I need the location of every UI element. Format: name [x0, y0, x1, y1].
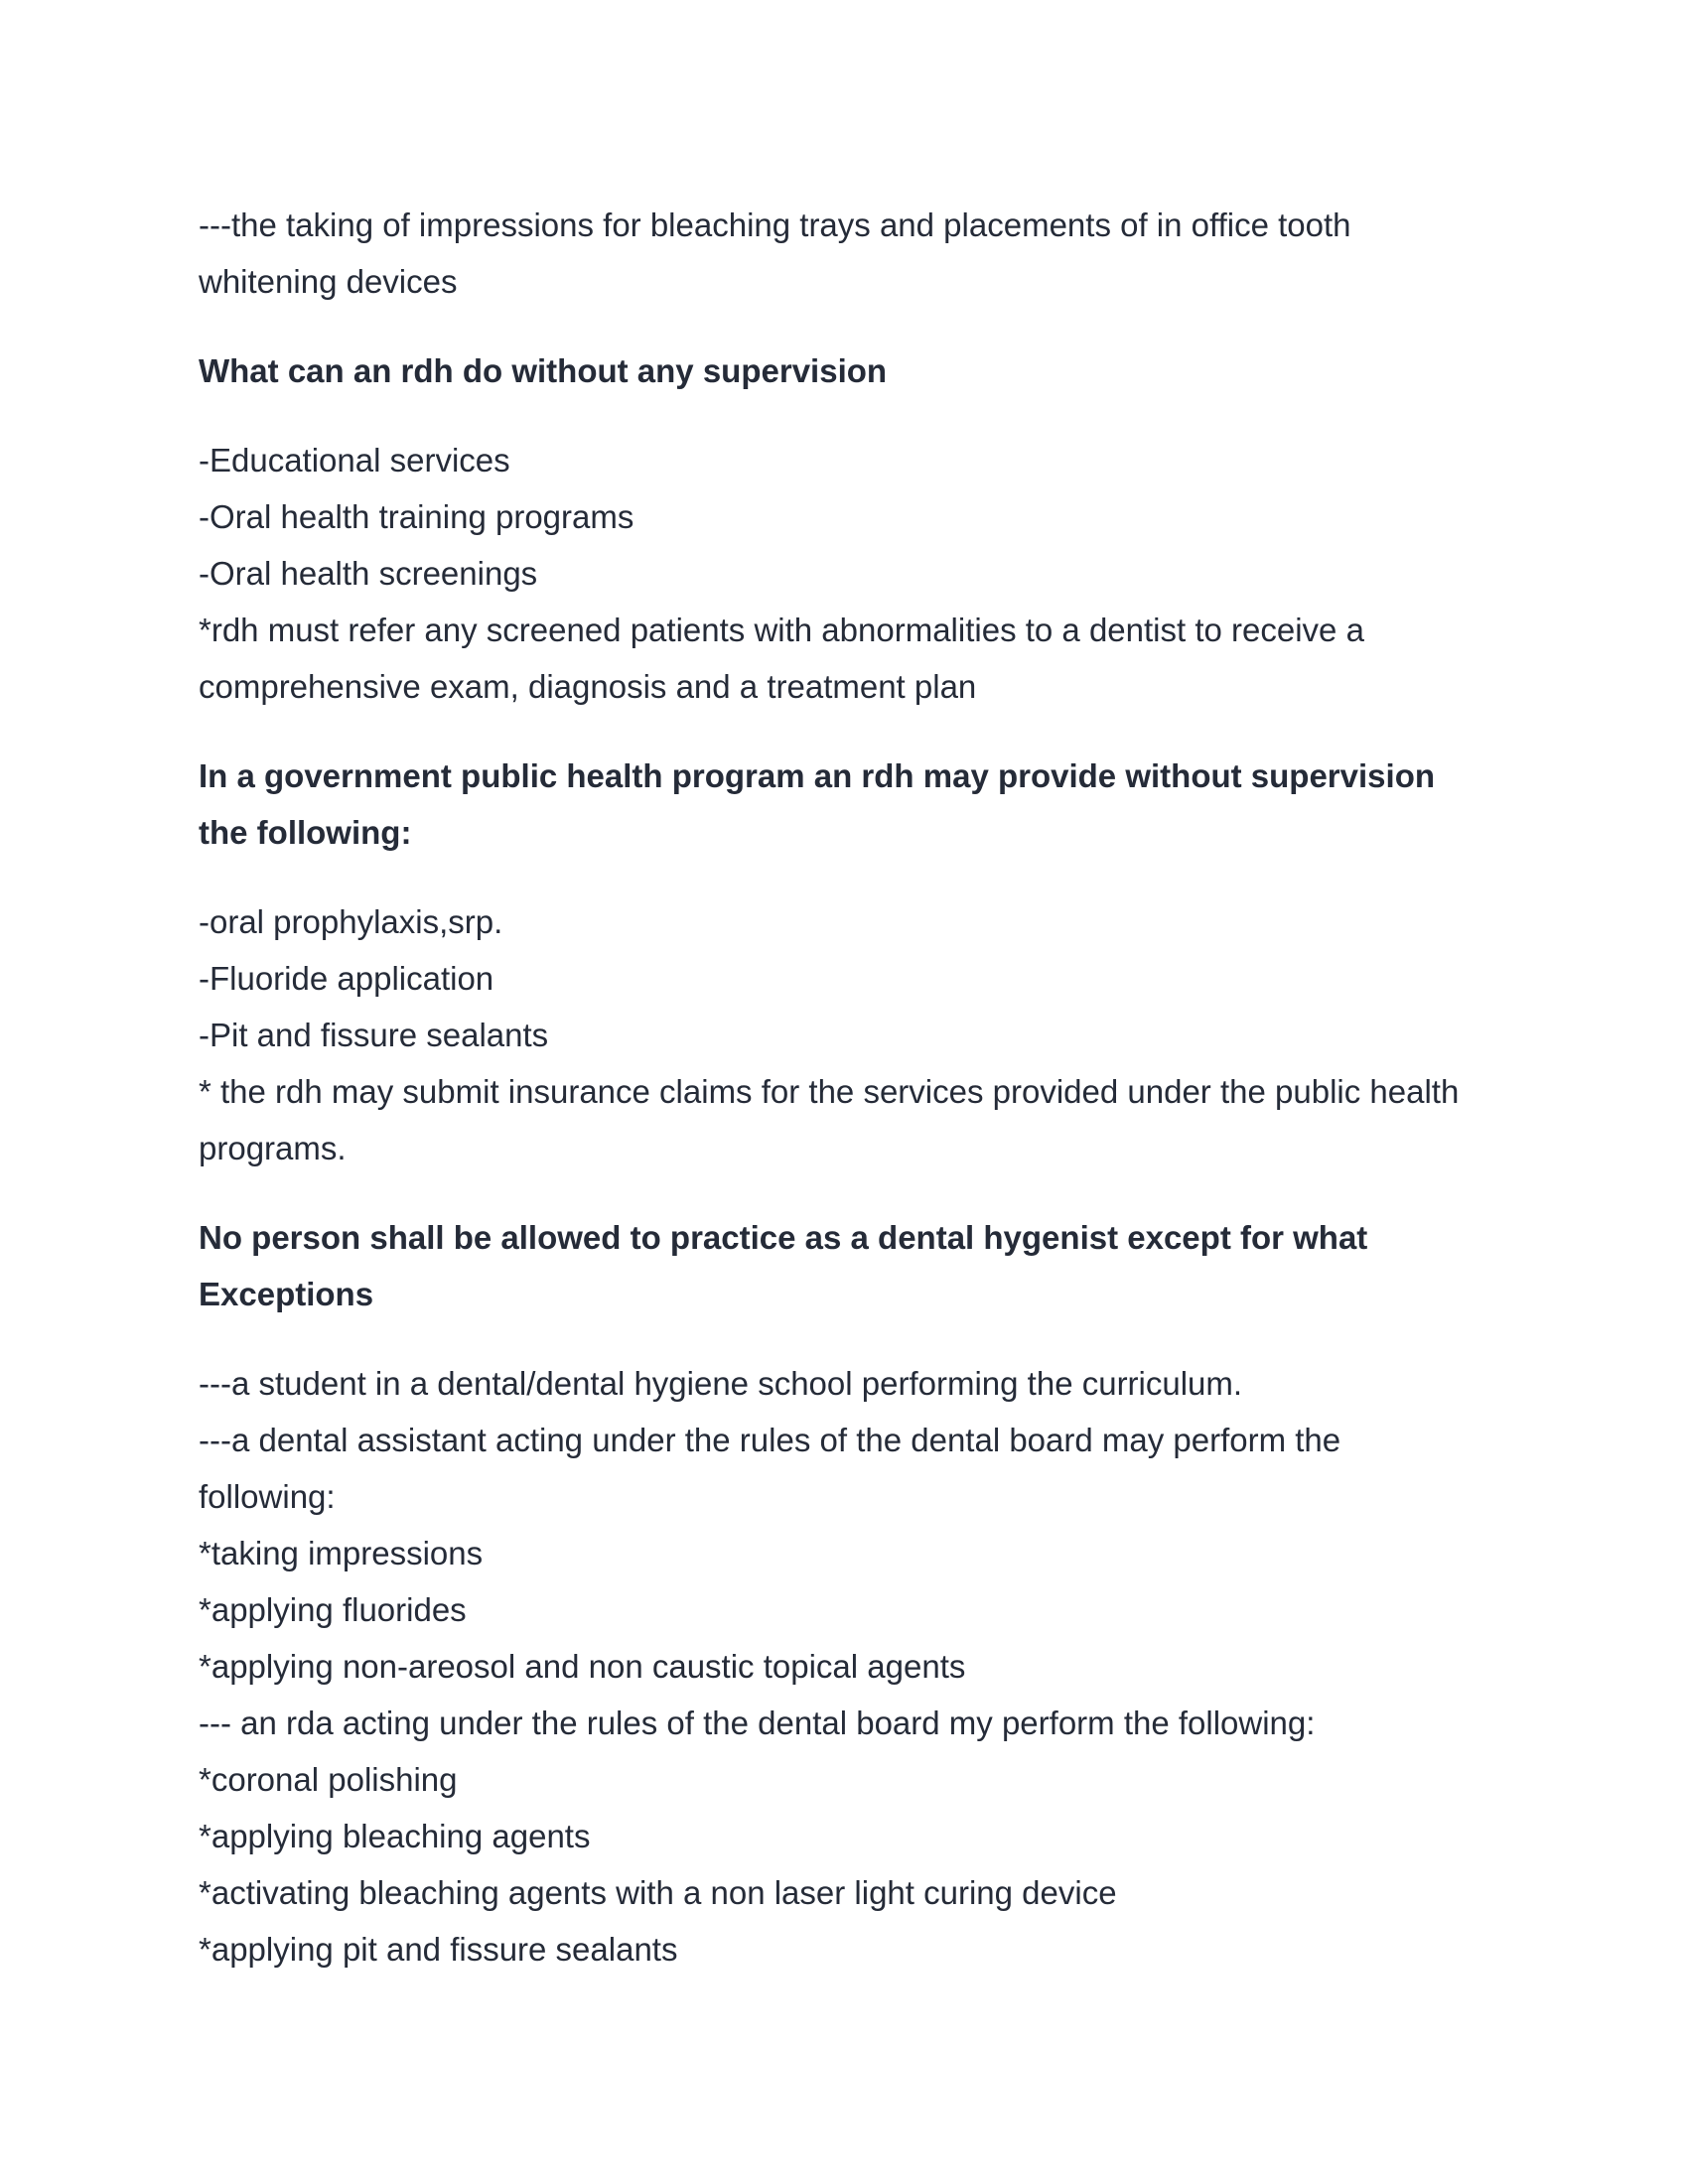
list-item: *applying non-areosol and non caustic topical agents: [199, 1648, 966, 1685]
section-heading: Exceptions: [199, 1276, 374, 1312]
section-heading: the following:: [199, 814, 412, 851]
intro-block: [199, 197, 1489, 310]
section-heading: In a government public health program an rdh may provide without supervision: [199, 757, 1436, 794]
list-item: -Oral health screenings: [199, 555, 538, 592]
list-item: *activating bleaching agents with a non laser light curing device: [199, 1874, 1117, 1911]
document-page: [199, 197, 1489, 1978]
section-exceptions: [199, 1209, 1489, 1978]
note-line: *rdh must refer any screened patients with abnormalities to a dentist to receive a: [199, 612, 1364, 648]
list-item: *taking impressions: [199, 1535, 484, 1571]
note-line: * the rdh may submit insurance claims for the services provided under the public health: [199, 1073, 1460, 1110]
note-line: programs.: [199, 1130, 347, 1166]
list-item: -Educational services: [199, 442, 510, 478]
list-item: *applying pit and fissure sealants: [199, 1931, 678, 1968]
list-item: -oral prophylaxis,srp.: [199, 903, 503, 940]
list-item: -Pit and fissure sealants: [199, 1017, 549, 1053]
list-item: following:: [199, 1478, 336, 1515]
intro-line: whitening devices: [199, 263, 458, 300]
section-heading: No person shall be allowed to practice as a dental hygenist except for what: [199, 1219, 1368, 1256]
list-item: *coronal polishing: [199, 1761, 458, 1798]
list-item: --- an rda acting under the rules of the dental board my perform the following:: [199, 1705, 1316, 1741]
list-item: -Oral health training programs: [199, 498, 634, 535]
section-public-health: [199, 748, 1489, 1176]
section-heading: What can an rdh do without any supervision: [199, 352, 888, 389]
section-unsupervised: [199, 342, 1489, 715]
list-item: *applying bleaching agents: [199, 1818, 591, 1854]
list-item: ---a dental assistant acting under the rules of the dental board may perform the: [199, 1422, 1341, 1458]
note-line: comprehensive exam, diagnosis and a treatment plan: [199, 668, 977, 705]
list-item: ---a student in a dental/dental hygiene school performing the curriculum.: [199, 1365, 1243, 1402]
intro-line: ---the taking of impressions for bleaching trays and placements of in office tooth: [199, 206, 1351, 243]
list-item: *applying fluorides: [199, 1591, 467, 1628]
list-item: -Fluoride application: [199, 960, 494, 997]
